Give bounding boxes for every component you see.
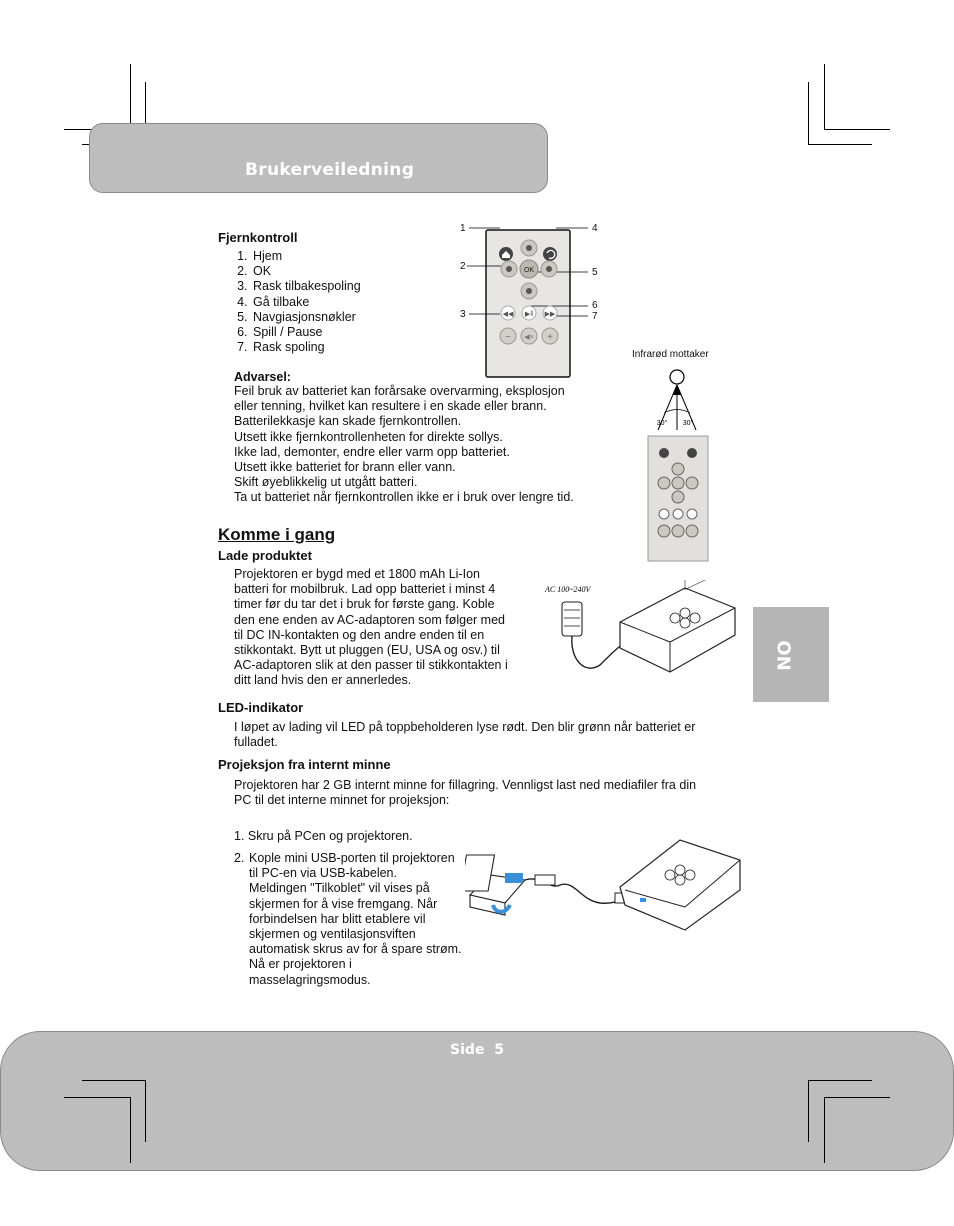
remote-small-diagram <box>646 434 710 564</box>
crop-mark <box>808 82 809 144</box>
warning-line: Utsett ikke batteriet for brann eller vann. <box>234 460 456 475</box>
list-item: 6. Spill / Pause <box>251 325 361 340</box>
internal-memory-text <box>234 778 744 808</box>
ir-angle-right: 30° <box>682 420 694 427</box>
remote-section-title: Fjernkontroll <box>218 230 298 245</box>
remote-diagram <box>455 225 605 380</box>
crop-mark <box>808 144 872 145</box>
callout-4: 4 <box>592 223 598 234</box>
charging-illustration <box>540 580 740 690</box>
step-number: 1. <box>234 829 245 843</box>
text-line: Kople mini USB-porten til projektoren <box>249 851 455 865</box>
warning-line: Skift øyeblikkelig ut utgått batteri. <box>234 475 418 490</box>
list-item: 7. Rask spoling <box>251 340 361 355</box>
list-item: 3. Rask tilbakespoling <box>251 279 361 294</box>
usb-illustration <box>465 835 745 935</box>
text-line: fulladet. <box>234 735 278 750</box>
ir-angle-left: 30° <box>656 420 668 427</box>
text-line: Projektoren er bygd med et 1800 mAh Li-Ion <box>234 567 480 581</box>
warning-title: Advarsel: <box>234 370 291 384</box>
text-line: til DC IN-kontakten og den andre enden til en <box>234 627 485 642</box>
text-line: til PC-en via USB-kabelen. <box>249 866 397 881</box>
warning-line: Utsett ikke fjernkontrollenheten for direkte sollys. <box>234 429 503 444</box>
crop-mark <box>130 1097 131 1163</box>
page-number: Side 5 <box>450 1042 504 1058</box>
step-text: Skru på PCen og projektoren. <box>247 829 413 843</box>
warning-text <box>234 384 634 506</box>
warning-line: eller tenning, hvilket kan resultere i en skade eller brann. <box>234 399 547 414</box>
svg-text:◀◀: ◀◀ <box>502 311 514 318</box>
text-line: Projektoren har 2 GB internt minne for fillagring. Vennligst last ned mediafiler fra din <box>234 778 697 792</box>
led-text <box>234 720 744 750</box>
ok-button-label: OK <box>523 267 535 274</box>
text-line: AC-adaptoren slik at den passer til stikkontakten i <box>234 658 508 673</box>
crop-mark <box>145 1080 146 1142</box>
text-line: automatisk skrus av for å spare strøm. <box>249 942 462 957</box>
text-line: Nå er projektoren i <box>249 957 352 972</box>
callout-6: 6 <box>592 300 598 311</box>
warning-line: Feil bruk av batteriet kan forårsake overvarming, eksplosjon <box>234 384 565 398</box>
crop-mark <box>808 1080 872 1081</box>
text-line: PC til det interne minnet for projeksjon: <box>234 793 450 808</box>
svg-text:−: − <box>505 332 511 343</box>
svg-text:◀×: ◀× <box>524 334 534 341</box>
warning-line: Batterilekkasje kan skade fjernkontrollen. <box>234 414 462 429</box>
charging-title: Lade produktet <box>218 548 312 563</box>
charging-text <box>234 567 544 689</box>
text-line: Meldingen "Tilkoblet" vil vises på <box>249 881 430 896</box>
crop-mark <box>64 1097 130 1098</box>
step-1 <box>234 829 413 844</box>
text-line: skjermen og ventilasjonsviften <box>249 927 416 942</box>
text-line: batteri for mobilbruk. Lad opp batteriet i minst 4 <box>234 582 496 597</box>
remote-items-list <box>234 249 361 355</box>
crop-mark <box>824 1097 825 1163</box>
text-line: timer før du tar det i bruk for første gang. Koble <box>234 597 495 612</box>
header-title: Brukerveiledning <box>245 160 415 180</box>
ir-label: Infrarød mottaker <box>632 349 709 360</box>
crop-mark <box>824 129 890 130</box>
header-tab <box>89 123 548 193</box>
warning-line: Ta ut batteriet når fjernkontrollen ikke er i bruk over lengre tid. <box>234 490 574 505</box>
list-item: 5. Navgiasjonsnøkler <box>251 310 361 325</box>
step-number: 2. <box>234 851 245 865</box>
callout-7: 7 <box>592 311 598 322</box>
crop-mark <box>808 1080 809 1142</box>
callout-1: 1 <box>460 223 466 234</box>
list-item: 4. Gå tilbake <box>251 295 361 310</box>
text-line: I løpet av lading vil LED på toppbeholderen lyse rødt. Den blir grønn når batteriet er <box>234 720 696 734</box>
text-line: forbindelsen har blitt etablere vil <box>249 911 426 926</box>
text-line: masselagringsmodus. <box>249 972 371 987</box>
text-line: stikkontakt. Bytt ut pluggen (EU, USA og osv.) til <box>234 643 500 658</box>
text-line: den ene enden av AC-adaptoren som følger med <box>234 612 506 627</box>
internal-memory-title: Projeksjon fra internt minne <box>218 757 391 772</box>
step-2 <box>234 851 484 988</box>
svg-text:▶▶: ▶▶ <box>544 311 556 318</box>
list-item: 1. Hjem <box>251 249 361 264</box>
crop-mark <box>824 64 825 130</box>
language-tab-label: NO <box>774 640 796 671</box>
language-tab <box>753 607 829 702</box>
ir-receiver-diagram <box>620 365 720 435</box>
svg-text:▶‖: ▶‖ <box>524 311 534 318</box>
crop-mark <box>824 1097 890 1098</box>
callout-3: 3 <box>460 309 466 320</box>
svg-text:+: + <box>547 332 553 343</box>
warning-line: Ikke lad, demonter, endre eller varm opp batteriet. <box>234 444 510 459</box>
getting-started-title: Komme i gang <box>218 525 336 544</box>
list-item: 2. OK <box>251 264 361 279</box>
led-title: LED-indikator <box>218 700 304 715</box>
callout-5: 5 <box>592 267 598 278</box>
text-line: ditt land hvis den er annerledes. <box>234 673 412 688</box>
crop-mark <box>82 1080 146 1081</box>
crop-mark <box>130 64 131 130</box>
text-line: skjermen for å vise fremgang. Når <box>249 896 438 911</box>
callout-2: 2 <box>460 261 466 272</box>
adapter-label: AC 100~240V <box>545 585 591 594</box>
